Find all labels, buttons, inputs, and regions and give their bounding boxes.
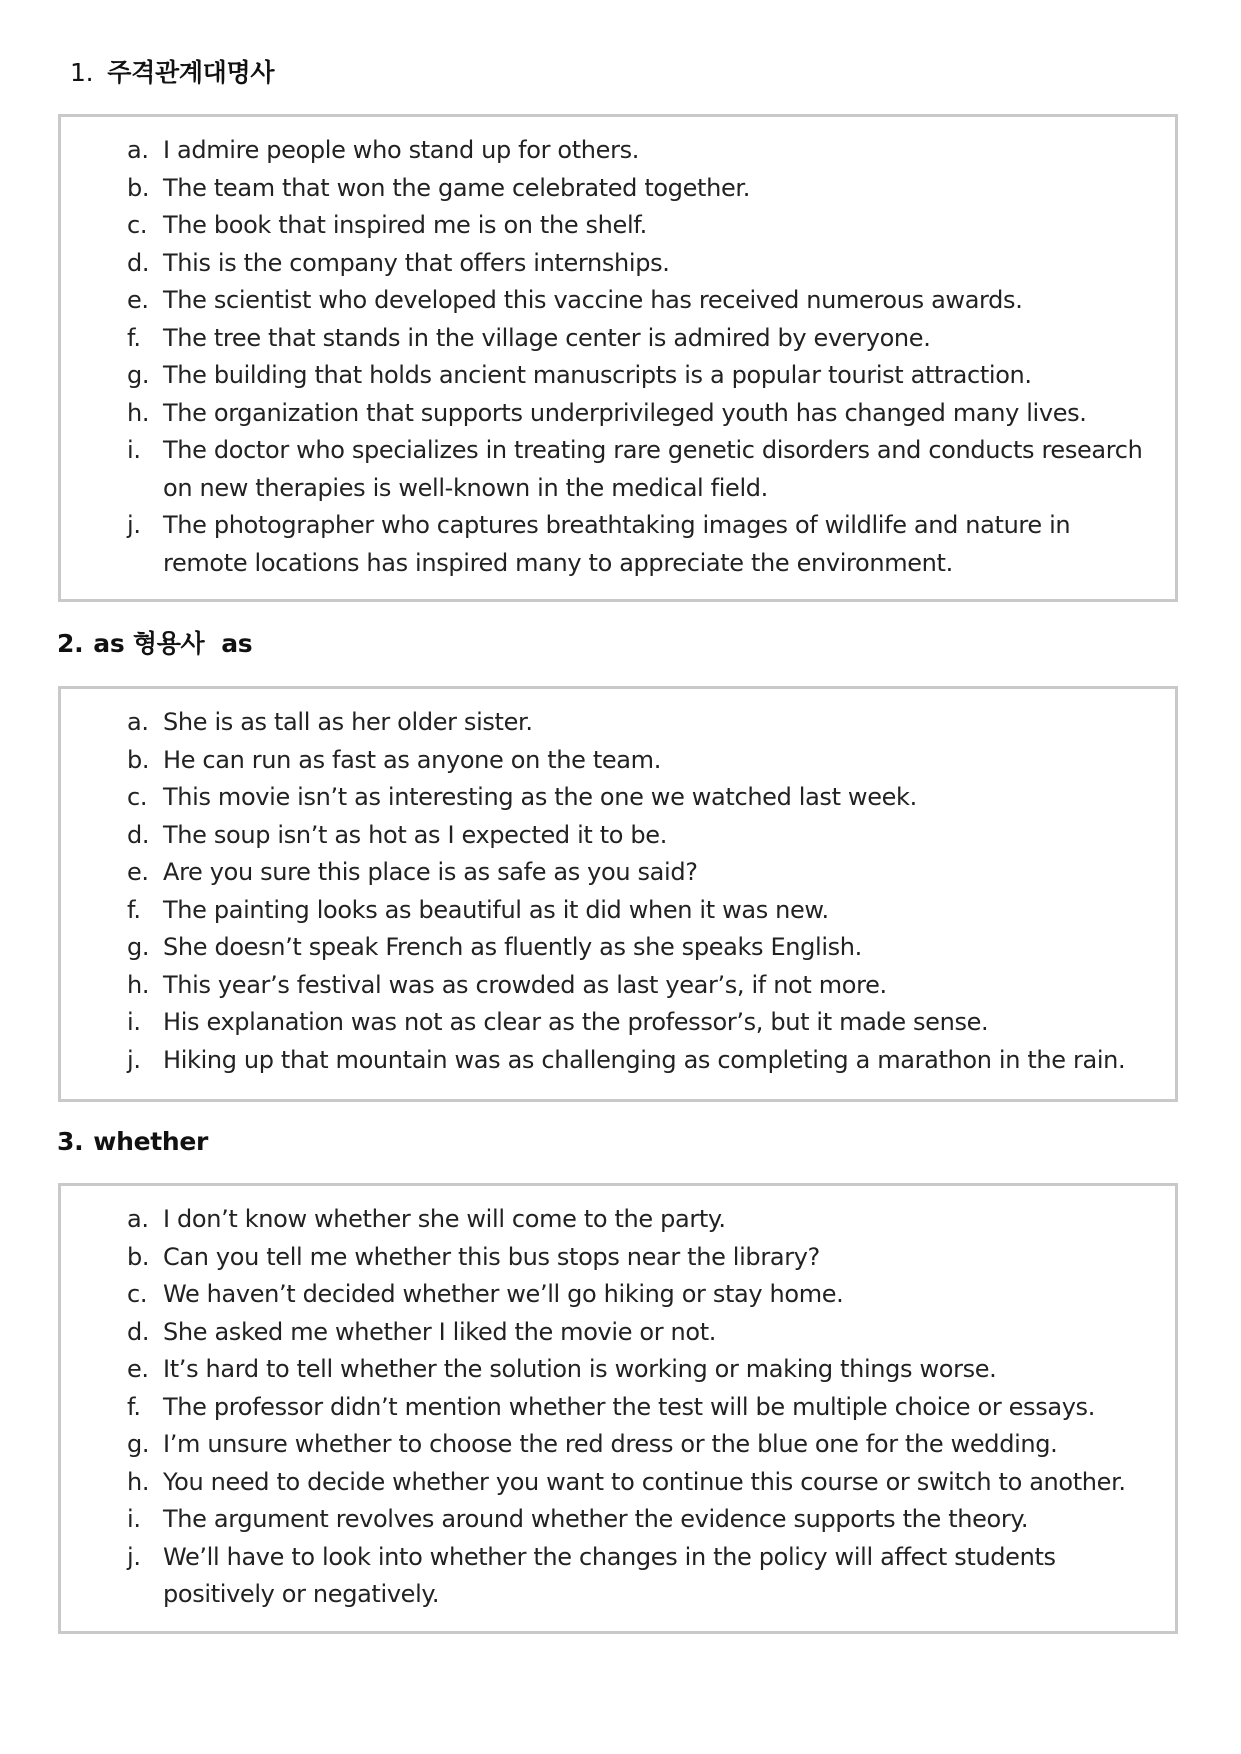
list-marker: h. [127, 398, 150, 427]
list-marker: j. [127, 1045, 141, 1074]
list-item-text: She is as tall as her older sister. [163, 708, 533, 736]
list-item [127, 742, 1155, 780]
list-item [127, 1351, 1155, 1389]
list-item [127, 507, 1155, 582]
list-item-text: Are you sure this place is as safe as you said? [163, 858, 698, 886]
list-item-text: He can run as fast as anyone on the team. [163, 745, 661, 774]
list-item [127, 432, 1155, 507]
section-3-title: whether [93, 1127, 209, 1156]
list-marker: b. [127, 745, 150, 774]
section-1-box [58, 114, 1178, 602]
list-marker: g. [127, 361, 150, 389]
section-1-heading [70, 58, 274, 88]
list-item [127, 1201, 1155, 1239]
list-marker: d. [127, 1317, 150, 1346]
list-item-text: The building that holds ancient manuscripts is a popular tourist attraction. [163, 361, 1032, 389]
list-marker: b. [127, 1242, 150, 1271]
section-3-heading [57, 1127, 208, 1157]
section-3-list [127, 1201, 1155, 1614]
list-marker: e. [127, 858, 149, 886]
list-item [127, 1539, 1155, 1614]
list-item [127, 817, 1155, 855]
list-marker: f. [127, 323, 141, 352]
list-item-text: We’ll have to look into whether the changes in the policy will affect students positively or negatively. [163, 1542, 1056, 1608]
list-marker: g. [127, 1430, 150, 1458]
list-item [127, 245, 1155, 283]
list-item [127, 395, 1155, 433]
section-1-list [127, 132, 1155, 582]
list-marker: h. [127, 1467, 150, 1496]
list-item-text: The argument revolves around whether the evidence supports the theory. [163, 1505, 1029, 1533]
list-marker: h. [127, 970, 150, 999]
list-item-text: You need to decide whether you want to continue this course or switch to another. [163, 1467, 1126, 1496]
list-marker: c. [127, 783, 148, 811]
list-item-text: The doctor who specializes in treating rare genetic disorders and conducts research on new therapies is well-known in the medical field. [163, 436, 1143, 502]
list-item [127, 779, 1155, 817]
list-item [127, 207, 1155, 245]
list-item [127, 929, 1155, 967]
list-marker: d. [127, 248, 150, 277]
list-item [127, 132, 1155, 170]
list-item-text: She asked me whether I liked the movie or not. [163, 1317, 717, 1346]
list-item-text: I don’t know whether she will come to the party. [163, 1205, 726, 1233]
list-item [127, 357, 1155, 395]
list-item [127, 967, 1155, 1005]
list-marker: j. [127, 511, 141, 539]
list-marker: e. [127, 1355, 149, 1383]
list-marker: a. [127, 708, 149, 736]
list-item [127, 892, 1155, 930]
list-item [127, 1314, 1155, 1352]
list-marker: i. [127, 436, 141, 464]
list-item-text: Can you tell me whether this bus stops near the library? [163, 1242, 820, 1271]
list-item [127, 1389, 1155, 1427]
list-item [127, 854, 1155, 892]
list-item [127, 1426, 1155, 1464]
list-item-text: Hiking up that mountain was as challenging as completing a marathon in the rain. [163, 1045, 1126, 1074]
section-1-number: 1. [70, 58, 94, 87]
list-item [127, 1276, 1155, 1314]
section-1-title: 주격관계대명사 [107, 58, 275, 87]
list-item-text: We haven’t decided whether we’ll go hiking or stay home. [163, 1280, 844, 1308]
list-item-text: The team that won the game celebrated together. [163, 173, 750, 202]
list-marker: b. [127, 173, 150, 202]
list-item-text: The soup isn’t as hot as I expected it to be. [163, 820, 667, 849]
list-item-text: The photographer who captures breathtaking images of wildlife and nature in remote locations has inspired many to appreciate the environment. [163, 511, 1071, 577]
list-item-text: I admire people who stand up for others. [163, 136, 640, 164]
list-marker: f. [127, 1392, 141, 1421]
list-item-text: This is the company that offers internships. [163, 248, 670, 277]
list-item [127, 320, 1155, 358]
list-item [127, 1004, 1155, 1042]
list-item-text: His explanation was not as clear as the professor’s, but it made sense. [163, 1008, 989, 1036]
list-marker: f. [127, 895, 141, 924]
list-marker: g. [127, 933, 150, 961]
section-3-number: 3. [57, 1127, 84, 1156]
list-item [127, 1239, 1155, 1277]
section-2-heading [57, 629, 252, 659]
list-marker: e. [127, 286, 149, 314]
list-item [127, 1042, 1155, 1080]
list-item-text: I’m unsure whether to choose the red dress or the blue one for the wedding. [163, 1430, 1058, 1458]
list-item-text: The book that inspired me is on the shelf. [163, 211, 647, 239]
list-marker: a. [127, 136, 149, 164]
list-marker: c. [127, 1280, 148, 1308]
section-2-list [127, 704, 1155, 1079]
list-marker: i. [127, 1505, 141, 1533]
section-2-title: as 형용사 as [93, 629, 253, 658]
list-item [127, 170, 1155, 208]
list-marker: d. [127, 820, 150, 849]
list-item-text: The organization that supports underprivileged youth has changed many lives. [163, 398, 1087, 427]
list-item-text: She doesn’t speak French as fluently as she speaks English. [163, 933, 862, 961]
list-marker: c. [127, 211, 148, 239]
list-item-text: The scientist who developed this vaccine has received numerous awards. [163, 286, 1023, 314]
section-2-box [58, 686, 1178, 1102]
list-item-text: The tree that stands in the village center is admired by everyone. [163, 323, 931, 352]
list-item [127, 1464, 1155, 1502]
list-item-text: The professor didn’t mention whether the test will be multiple choice or essays. [163, 1392, 1095, 1421]
list-item-text: The painting looks as beautiful as it did when it was new. [163, 895, 829, 924]
list-marker: j. [127, 1542, 141, 1571]
list-item-text: It’s hard to tell whether the solution is working or making things worse. [163, 1355, 997, 1383]
list-item [127, 282, 1155, 320]
list-item-text: This movie isn’t as interesting as the one we watched last week. [163, 783, 917, 811]
list-item [127, 1501, 1155, 1539]
section-2-number: 2. [57, 629, 84, 658]
list-marker: i. [127, 1008, 141, 1036]
list-marker: a. [127, 1205, 149, 1233]
list-item-text: This year’s festival was as crowded as last year’s, if not more. [163, 970, 887, 999]
list-item [127, 704, 1155, 742]
section-3-box [58, 1183, 1178, 1634]
